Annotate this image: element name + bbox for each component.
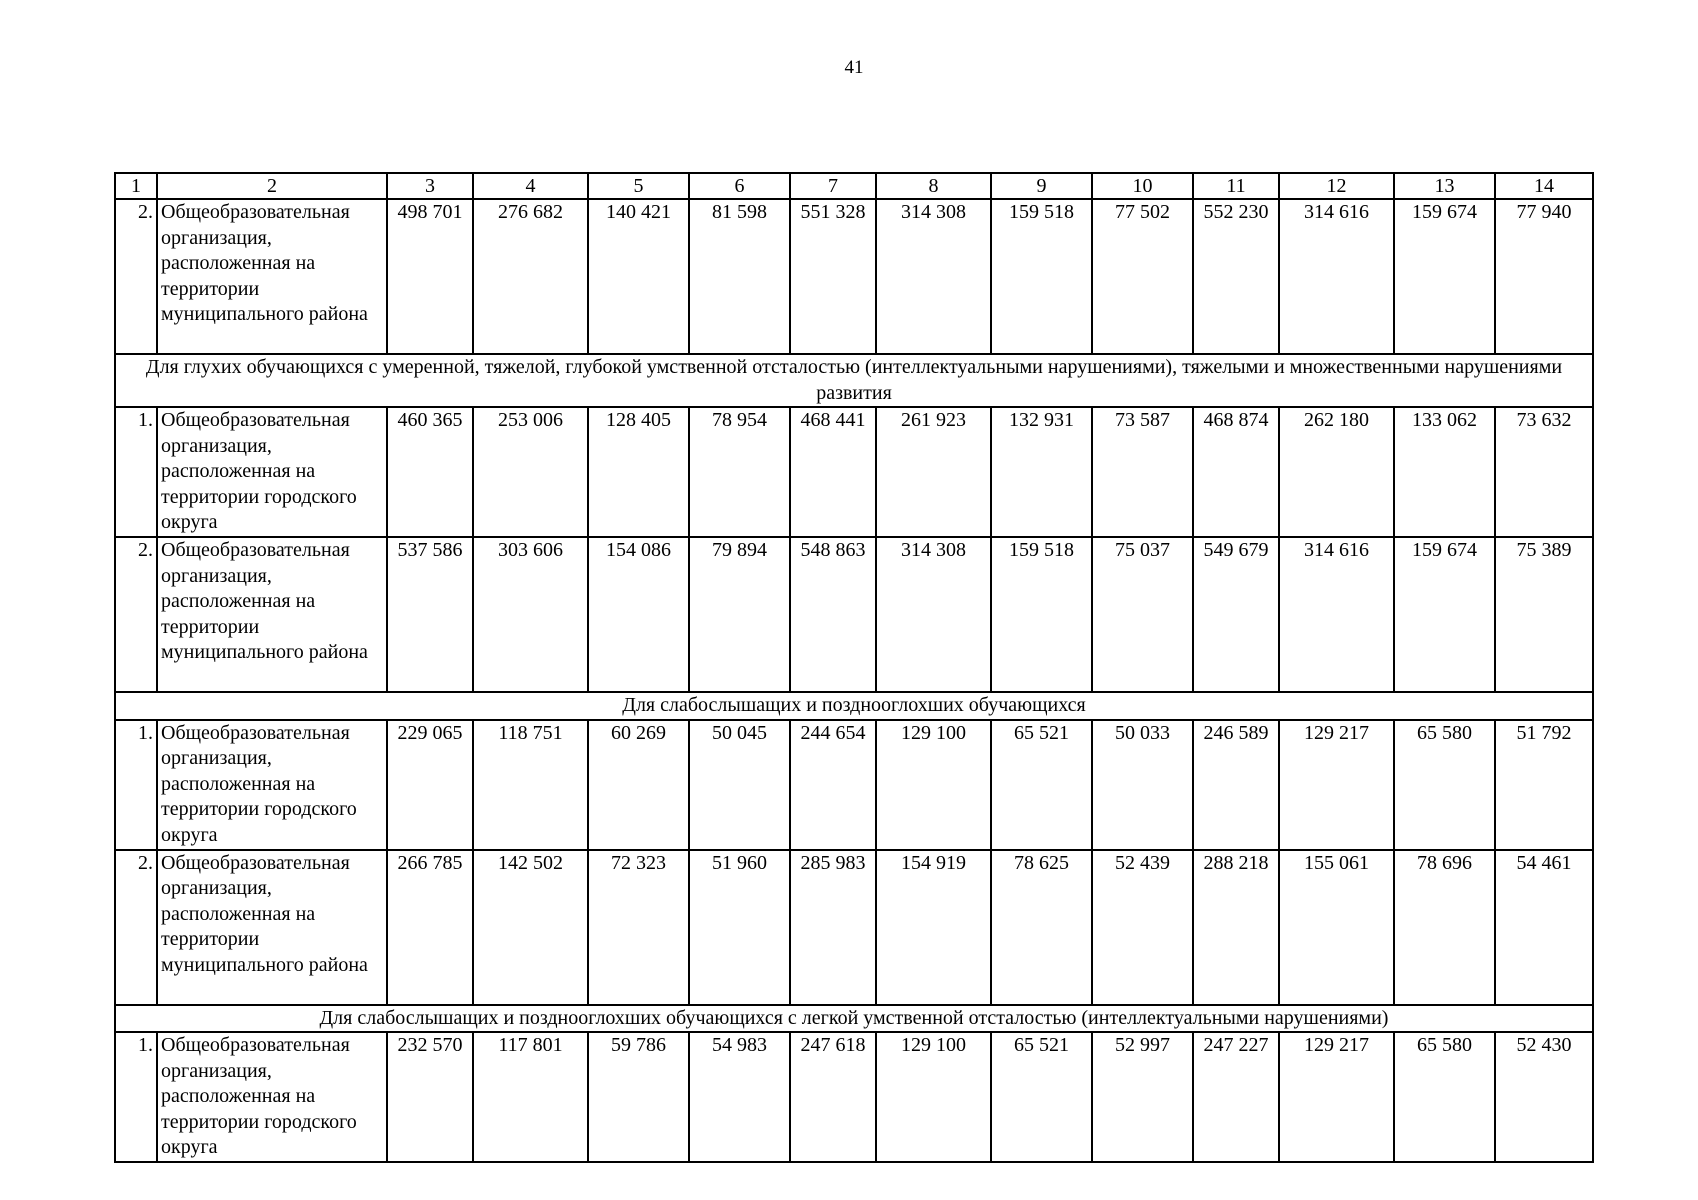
table-row	[115, 199, 1593, 354]
value-cell: 549 679	[1193, 537, 1279, 692]
column-number: 10	[1092, 173, 1193, 199]
column-number: 6	[689, 173, 790, 199]
column-number: 9	[991, 173, 1092, 199]
value-cell: 50 033	[1092, 720, 1193, 850]
section-heading: Для слабослышащих и позднооглохших обучающихся с легкой умственной отсталостью (интеллектуальными нарушениями)	[115, 1005, 1593, 1033]
row-number: 2.	[115, 199, 157, 354]
column-number: 5	[588, 173, 689, 199]
page-number: 41	[844, 57, 864, 78]
value-cell: 133 062	[1394, 407, 1495, 537]
value-cell: 117 801	[473, 1032, 588, 1162]
value-cell: 140 421	[588, 199, 689, 354]
value-cell: 129 217	[1279, 720, 1394, 850]
section-row	[115, 1005, 1593, 1033]
value-cell: 244 654	[790, 720, 876, 850]
organization-name: Общеобразовательная организация, расположенная на территории городского округа	[157, 1032, 387, 1162]
value-cell: 468 874	[1193, 407, 1279, 537]
value-cell: 155 061	[1279, 850, 1394, 1005]
row-number: 1.	[115, 1032, 157, 1162]
column-number: 4	[473, 173, 588, 199]
table-row	[115, 720, 1593, 850]
value-cell: 78 954	[689, 407, 790, 537]
column-number: 1	[115, 173, 157, 199]
value-cell: 51 960	[689, 850, 790, 1005]
value-cell: 253 006	[473, 407, 588, 537]
value-cell: 77 940	[1495, 199, 1593, 354]
section-heading: Для глухих обучающихся с умеренной, тяжелой, глубокой умственной отсталостью (интеллектуальными нарушениями), тяжелыми и множественными нарушениями развития	[115, 354, 1593, 407]
value-cell: 261 923	[876, 407, 991, 537]
value-cell: 118 751	[473, 720, 588, 850]
value-cell: 276 682	[473, 199, 588, 354]
column-number: 8	[876, 173, 991, 199]
value-cell: 159 518	[991, 199, 1092, 354]
value-cell: 132 931	[991, 407, 1092, 537]
value-cell: 73 587	[1092, 407, 1193, 537]
value-cell: 537 586	[387, 537, 473, 692]
organization-name: Общеобразовательная организация, расположенная на территории муниципального района	[157, 199, 387, 354]
row-number: 2.	[115, 537, 157, 692]
value-cell: 247 618	[790, 1032, 876, 1162]
value-cell: 247 227	[1193, 1032, 1279, 1162]
value-cell: 551 328	[790, 199, 876, 354]
value-cell: 288 218	[1193, 850, 1279, 1005]
value-cell: 552 230	[1193, 199, 1279, 354]
value-cell: 159 674	[1394, 537, 1495, 692]
value-cell: 468 441	[790, 407, 876, 537]
value-cell: 154 086	[588, 537, 689, 692]
value-cell: 65 580	[1394, 720, 1495, 850]
column-number: 12	[1279, 173, 1394, 199]
value-cell: 159 518	[991, 537, 1092, 692]
value-cell: 79 894	[689, 537, 790, 692]
value-cell: 129 217	[1279, 1032, 1394, 1162]
column-number-row	[115, 173, 1593, 199]
column-number: 3	[387, 173, 473, 199]
value-cell: 154 919	[876, 850, 991, 1005]
table-row	[115, 1032, 1593, 1162]
column-number: 13	[1394, 173, 1495, 199]
value-cell: 314 308	[876, 199, 991, 354]
value-cell: 262 180	[1279, 407, 1394, 537]
value-cell: 229 065	[387, 720, 473, 850]
value-cell: 65 580	[1394, 1032, 1495, 1162]
value-cell: 50 045	[689, 720, 790, 850]
value-cell: 246 589	[1193, 720, 1279, 850]
table-row	[115, 537, 1593, 692]
value-cell: 60 269	[588, 720, 689, 850]
value-cell: 54 983	[689, 1032, 790, 1162]
value-cell: 232 570	[387, 1032, 473, 1162]
value-cell: 78 696	[1394, 850, 1495, 1005]
value-cell: 51 792	[1495, 720, 1593, 850]
value-cell: 266 785	[387, 850, 473, 1005]
value-cell: 460 365	[387, 407, 473, 537]
value-cell: 52 430	[1495, 1032, 1593, 1162]
value-cell: 78 625	[991, 850, 1092, 1005]
value-cell: 498 701	[387, 199, 473, 354]
section-row	[115, 692, 1593, 720]
value-cell: 81 598	[689, 199, 790, 354]
value-cell: 73 632	[1495, 407, 1593, 537]
value-cell: 129 100	[876, 720, 991, 850]
value-cell: 129 100	[876, 1032, 991, 1162]
value-cell: 159 674	[1394, 199, 1495, 354]
column-number: 14	[1495, 173, 1593, 199]
value-cell: 54 461	[1495, 850, 1593, 1005]
cost-table	[114, 172, 1594, 1163]
column-number: 11	[1193, 173, 1279, 199]
column-number: 7	[790, 173, 876, 199]
value-cell: 128 405	[588, 407, 689, 537]
organization-name: Общеобразовательная организация, расположенная на территории городского округа	[157, 407, 387, 537]
table-row	[115, 850, 1593, 1005]
value-cell: 72 323	[588, 850, 689, 1005]
value-cell: 548 863	[790, 537, 876, 692]
row-number: 2.	[115, 850, 157, 1005]
organization-name: Общеобразовательная организация, расположенная на территории муниципального района	[157, 537, 387, 692]
section-heading: Для слабослышащих и позднооглохших обучающихся	[115, 692, 1593, 720]
value-cell: 75 389	[1495, 537, 1593, 692]
value-cell: 314 308	[876, 537, 991, 692]
column-number: 2	[157, 173, 387, 199]
value-cell: 303 606	[473, 537, 588, 692]
value-cell: 65 521	[991, 720, 1092, 850]
value-cell: 314 616	[1279, 537, 1394, 692]
value-cell: 59 786	[588, 1032, 689, 1162]
organization-name: Общеобразовательная организация, расположенная на территории муниципального района	[157, 850, 387, 1005]
value-cell: 77 502	[1092, 199, 1193, 354]
table-row	[115, 407, 1593, 537]
value-cell: 75 037	[1092, 537, 1193, 692]
row-number: 1.	[115, 407, 157, 537]
value-cell: 142 502	[473, 850, 588, 1005]
section-row	[115, 354, 1593, 407]
value-cell: 52 439	[1092, 850, 1193, 1005]
organization-name: Общеобразовательная организация, расположенная на территории городского округа	[157, 720, 387, 850]
value-cell: 285 983	[790, 850, 876, 1005]
value-cell: 52 997	[1092, 1032, 1193, 1162]
row-number: 1.	[115, 720, 157, 850]
value-cell: 65 521	[991, 1032, 1092, 1162]
value-cell: 314 616	[1279, 199, 1394, 354]
